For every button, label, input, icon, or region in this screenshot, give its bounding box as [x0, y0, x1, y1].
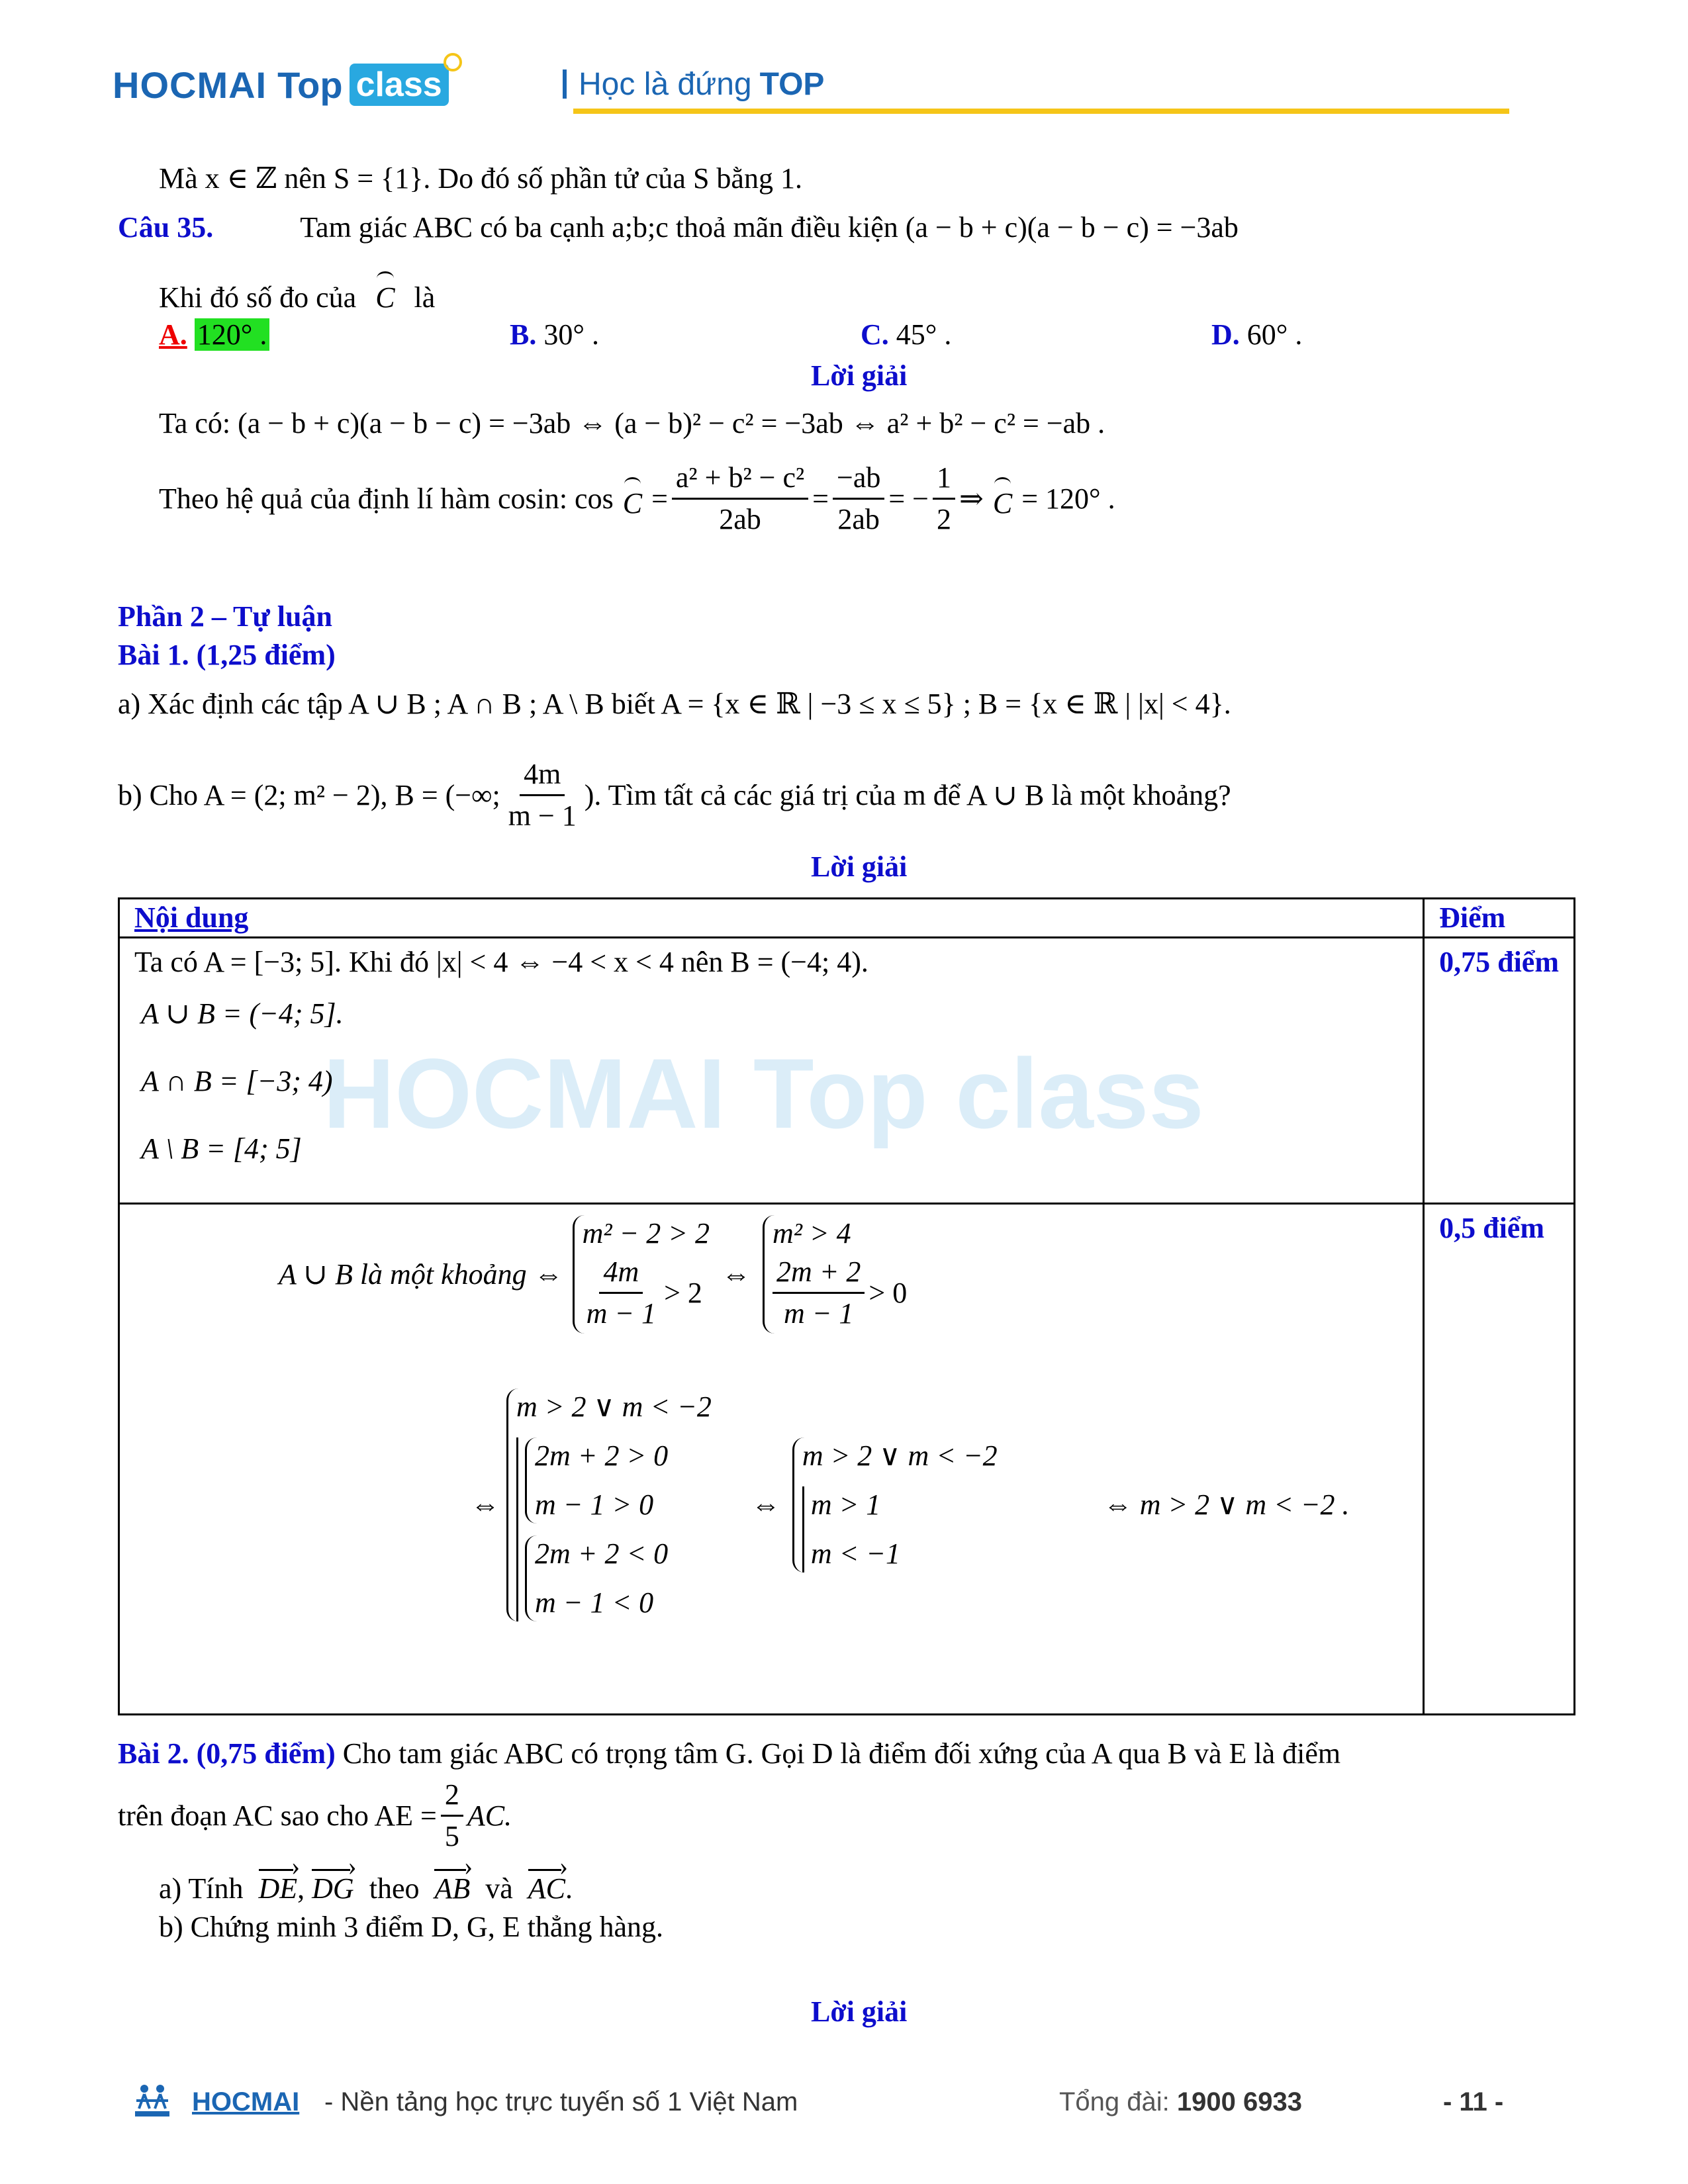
mid-line-1: m > 2 ∨ m < −2 [802, 1439, 998, 1472]
footer-brand-link[interactable]: HOCMAI [192, 2087, 300, 2116]
solution-line-1: Ta có: (a − b + c)(a − b − c) = −3ab ⇔ (a − b)² − c² = −3ab ⇔ a² + b² − c² = −ab . [159, 407, 1105, 439]
big-line-4: 2m + 2 < 0 [535, 1537, 669, 1570]
option-a-value: 120° . [195, 318, 270, 351]
row2-eq3: ⇔ [751, 1488, 780, 1521]
header [113, 52, 1509, 118]
option-a[interactable] [159, 316, 269, 353]
watermark: HOCMAI Top class [323, 1038, 1204, 1149]
logo-class: class [350, 64, 449, 106]
fraction-2 [833, 458, 884, 539]
row2-eq2: ⇔ [471, 1488, 500, 1521]
header-content [119, 899, 1424, 938]
option-c-key: C. [861, 318, 889, 351]
fraction-3-den: 2 [936, 503, 951, 535]
slogan-divider [563, 69, 567, 99]
angle-c-3: C [993, 476, 1012, 522]
big-line-2: 2m + 2 > 0 [535, 1439, 669, 1472]
bai2-num: 2 [441, 1775, 463, 1817]
sys2-fraction [773, 1252, 865, 1334]
option-b-value: 30° . [543, 318, 599, 351]
bai1-b-post: ). Tìm tất cả các giá trị của m để A ∪ B là một khoảng? [584, 778, 1231, 811]
fraction-2-num: −ab [833, 458, 884, 500]
sun-icon [444, 53, 462, 71]
option-b-key: B. [510, 318, 537, 351]
system-1 [573, 1215, 710, 1334]
slogan-text: Học là đứng [579, 66, 752, 102]
row1-line4: A \ B = [4; 5] [141, 1132, 302, 1165]
vector-ab: AB › [434, 1865, 470, 1907]
system-2 [763, 1215, 907, 1334]
bai2-text2-pre: trên đoạn AC sao cho AE = [118, 1799, 437, 1832]
big-sub-1 [525, 1437, 668, 1524]
bai1-b-pre: b) Cho A = (2; m² − 2), B = (−∞; [118, 778, 500, 811]
bai2-a-mid: theo [369, 1872, 420, 1905]
big-line-3: m − 1 > 0 [535, 1488, 654, 1521]
slogan [563, 61, 824, 107]
mid-line-2: m > 1 [810, 1488, 881, 1521]
sys2-num: 2m + 2 [773, 1252, 865, 1294]
eq-sign-3: = − [888, 482, 929, 515]
bai2-text1: Cho tam giác ABC có trọng tâm G. Gọi D là điểm đối xứng của A qua B và E là điểm [342, 1737, 1341, 1770]
option-a-key: A. [159, 318, 187, 351]
hotline-number: 1900 6933 [1176, 2087, 1302, 2116]
row2-step1 [279, 1215, 907, 1334]
row1-score-value: 0,75 điểm [1439, 946, 1559, 978]
bai2-a-and: và [485, 1872, 513, 1905]
fraction-1 [672, 458, 808, 539]
angle-c: C [375, 270, 395, 316]
fraction-2-den: 2ab [837, 503, 880, 535]
footer-tagline: - Nền tảng học trực tuyến số 1 Việt Nam [324, 2087, 798, 2116]
solution-table [118, 897, 1575, 1715]
row2-score [1424, 1204, 1575, 1715]
question-label: Câu 35. [118, 211, 214, 244]
question-stem: Tam giác ABC có ba cạnh a;b;c thoả mãn điều kiện (a − b + c)(a − b − c) = −3ab [300, 211, 1239, 244]
big-bracket [516, 1437, 712, 1621]
mid-line-3: m < −1 [810, 1537, 901, 1570]
vector-ac: AC › [528, 1865, 565, 1907]
footer [132, 2078, 1509, 2131]
bai2-line2 [118, 1775, 512, 1856]
option-b[interactable] [510, 316, 599, 353]
option-d-value: 60° . [1246, 318, 1303, 351]
bai1-b-num: 4m [520, 754, 565, 796]
bai2-text2-post: AC. [467, 1799, 512, 1832]
question-stem-2 [159, 270, 435, 316]
question-35 [118, 209, 1239, 246]
head-score-label: Điểm [1439, 901, 1506, 934]
bai2-a-pre: a) Tính [159, 1872, 244, 1905]
fraction-3 [933, 458, 955, 539]
row2-content [119, 1204, 1424, 1715]
vector-de: DE › [259, 1865, 298, 1907]
bai2-den: 5 [444, 1820, 459, 1852]
bai2-part-b: b) Chứng minh 3 điểm D, G, E thẳng hàng. [159, 1911, 663, 1943]
sys2-tail: > 0 [868, 1276, 908, 1309]
intro-line: Mà x ∈ ℤ nên S = {1}. Do đó số phần tử của S bằng 1. [159, 162, 802, 195]
row1-line1: Ta có A = [−3; 5]. Khi đó |x| < 4 ⇔ −4 < x < 4 nên B = (−4; 4). [134, 946, 868, 978]
sys1-den: m − 1 [586, 1297, 657, 1330]
row2-score-value: 0,5 điểm [1439, 1212, 1544, 1244]
bai1-part-a: a) Xác định các tập A ∪ B ; A ∩ B ; A \ B biết A = {x ∈ ℝ | −3 ≤ x ≤ 5} ; B = {x ∈ ℝ | |x| < 4}. [118, 688, 1231, 720]
option-d[interactable] [1211, 316, 1302, 353]
header-rule [573, 109, 1509, 114]
bai1-b-den: m − 1 [508, 799, 577, 832]
stem2-pre: Khi đó số đo của [159, 281, 357, 314]
option-c[interactable] [861, 316, 951, 353]
bai2-title: Bài 2. (0,75 điểm) [118, 1737, 336, 1770]
vector-dg: DG › [312, 1865, 354, 1907]
implies: ⇒ [959, 482, 984, 515]
big-sub-2 [525, 1535, 668, 1621]
logo-word: HOCMAI [113, 64, 267, 106]
big-system [506, 1388, 712, 1621]
fraction-1-den: 2ab [719, 503, 761, 535]
hotline-label: Tổng đài: [1059, 2087, 1170, 2116]
table-grid [118, 897, 1575, 1715]
row2-step2 [471, 1388, 1350, 1621]
footer-logo-icon [132, 2082, 172, 2119]
bai2-part-a: a) Tính DE ›, DG › theo AB › và AC ›. [159, 1865, 573, 1907]
page-number: - 11 - [1443, 2087, 1504, 2116]
row2-final: ⇔ m > 2 ∨ m < −2 . [1103, 1488, 1350, 1521]
slogan-top: TOP [759, 66, 825, 102]
section-title: Phần 2 – Tự luận [118, 600, 332, 633]
bai2-line1 [118, 1735, 1340, 1772]
eq-sign-1: = [651, 482, 668, 515]
brand-logo [113, 58, 467, 111]
big-line-5: m − 1 < 0 [535, 1586, 654, 1619]
sys1-fraction [583, 1252, 660, 1334]
eq-sign-2: = [812, 482, 829, 515]
sys1-num: 4m [599, 1252, 643, 1294]
bai1-part-b [118, 754, 1231, 836]
row2-lead: A ∪ B là một khoảng ⇔ [279, 1257, 563, 1291]
mid-bracket [802, 1486, 998, 1572]
header-score [1424, 899, 1575, 938]
sys2-den: m − 1 [783, 1297, 854, 1330]
bai1-b-fraction [504, 754, 581, 836]
row1-score [1424, 938, 1575, 1204]
head-content-label: Nội dung [134, 901, 249, 934]
bai2-fraction [441, 1775, 463, 1856]
solution-heading-bai1: Lời giải [811, 850, 908, 883]
fraction-3-num: 1 [933, 458, 955, 500]
sol2-post: = 120° . [1021, 482, 1115, 515]
row1-content [119, 938, 1424, 1204]
angle-c-2: C [623, 476, 642, 522]
sys1-tail: > 2 [664, 1276, 702, 1309]
sys1-line-a: m² − 2 > 2 [582, 1217, 710, 1250]
row2-eq1: ⇔ [721, 1257, 751, 1291]
solution-line-2 [159, 458, 1115, 539]
sol2-pre: Theo hệ quả của định lí hàm cosin: cos [159, 482, 614, 515]
option-d-key: D. [1211, 318, 1240, 351]
stem2-post: là [414, 281, 436, 314]
bai1-title: Bài 1. (1,25 điểm) [118, 639, 336, 671]
row1-line2: A ∪ B = (−4; 5]. [141, 997, 344, 1030]
fraction-1-num: a² + b² − c² [672, 458, 808, 500]
mid-system [792, 1437, 998, 1572]
solution-heading-35: Lời giải [811, 359, 908, 392]
row1-line3: A ∩ B = [−3; 4) [141, 1065, 333, 1097]
option-c-value: 45° . [896, 318, 952, 351]
solution-heading-bai2: Lời giải [811, 1995, 908, 2028]
logo-top: Top [277, 64, 343, 106]
footer-hotline [1059, 2087, 1302, 2117]
big-line-1: m > 2 ∨ m < −2 [516, 1390, 712, 1423]
sys2-line-a: m² > 4 [772, 1217, 851, 1250]
